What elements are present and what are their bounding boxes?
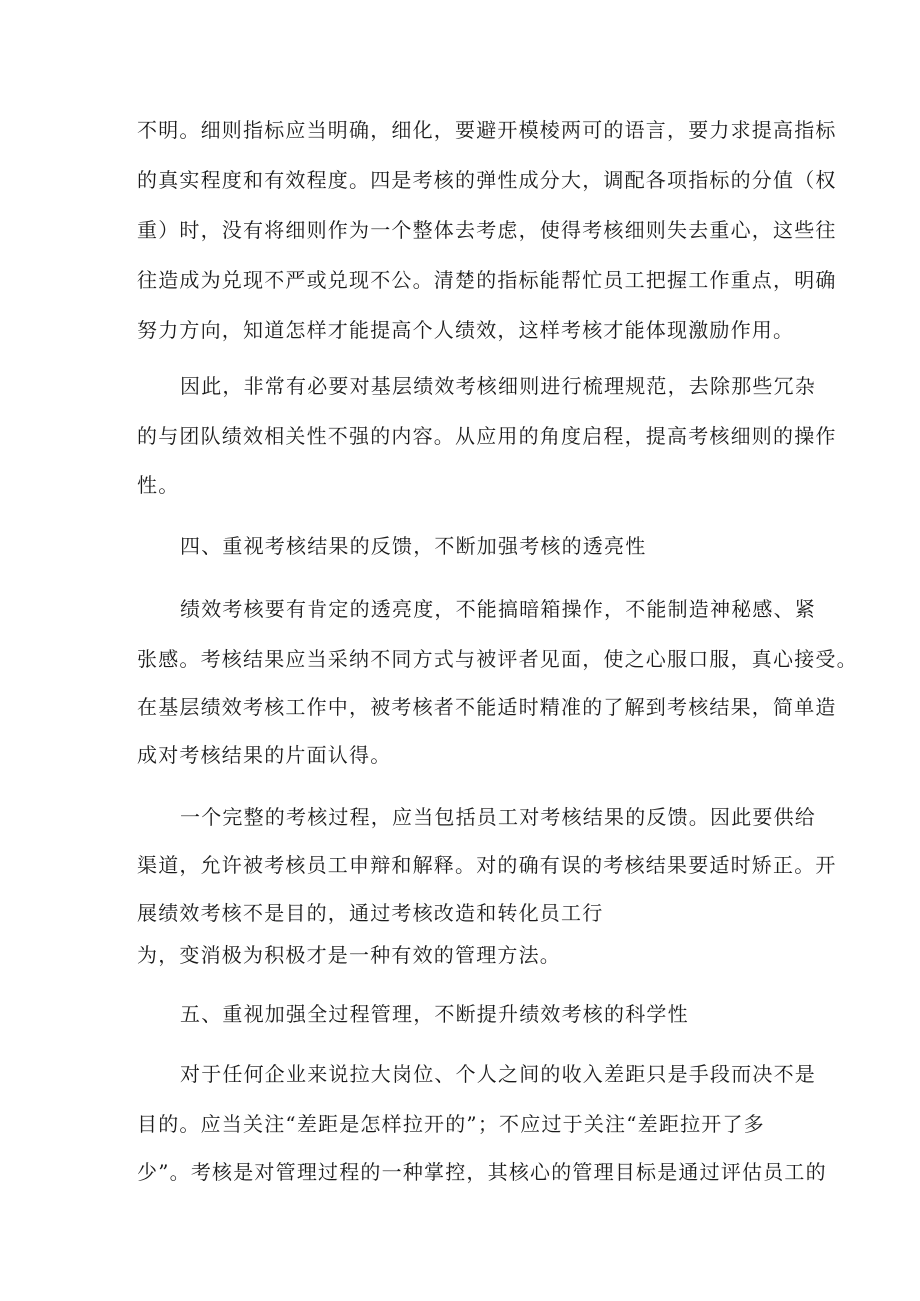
paragraph-line: 的与团队绩效相关性不强的内容。从应用的角度启程，提高考核细则的操作: [137, 424, 837, 448]
section-heading-5: 五、重视加强全过程管理，不断提升绩效考核的科学性: [180, 1002, 689, 1026]
paragraph-line: 一个完整的考核过程，应当包括员工对考核结果的反馈。因此要供给: [180, 805, 816, 829]
paragraph-line: 成对考核结果的片面认得。: [137, 743, 392, 767]
paragraph-line: 努力方向，知道怎样才能提高个人绩效，这样考核才能体现激励作用。: [137, 318, 795, 342]
paragraph-line: 少”。考核是对管理过程的一种掌控，其核心的管理目标是通过评估员工的: [137, 1160, 827, 1184]
paragraph-line: 因此，非常有必要对基层绩效考核细则进行梳理规范，去除那些冗杂: [180, 374, 816, 398]
section-heading-4: 四、重视考核结果的反馈，不断加强考核的透亮性: [180, 534, 647, 558]
paragraph-line: 张感。考核结果应当采纳不同方式与被评者见面，使之心服口服，真心接受。: [137, 647, 858, 671]
paragraph-line: 为，变消极为积极才是一种有效的管理方法。: [137, 943, 561, 967]
paragraph-line: 重）时，没有将细则作为一个整体去考虑，使得考核细则失去重心，这些往: [137, 218, 837, 242]
paragraph-line: 绩效考核要有肯定的透亮度，不能搞暗箱操作，不能制造神秘感、紧: [180, 597, 816, 621]
paragraph-line: 的真实程度和有效程度。四是考核的弹性成分大，调配各项指标的分值（权: [137, 168, 837, 192]
paragraph-line: 往造成为兑现不严或兑现不公。清楚的指标能帮忙员工把握工作重点，明确: [137, 268, 837, 292]
paragraph-line: 性。: [137, 473, 180, 497]
paragraph-line: 渠道，允许被考核员工申辩和解释。对的确有误的考核结果要适时矫正。开: [137, 853, 837, 877]
paragraph-line: 对于任何企业来说拉大岗位、个人之间的收入差距只是手段而决不是: [180, 1062, 816, 1086]
paragraph-line: 展绩效考核不是目的，通过考核改造和转化员工行: [137, 901, 604, 925]
paragraph-line: 目的。应当关注“差距是怎样拉开的”；不应过于关注“差距拉开了多: [137, 1112, 765, 1136]
paragraph-line: 在基层绩效考核工作中，被考核者不能适时精准的了解到考核结果，简单造: [137, 695, 837, 719]
paragraph-line: 不明。细则指标应当明确，细化，要避开模棱两可的语言，要力求提高指标: [137, 118, 837, 142]
